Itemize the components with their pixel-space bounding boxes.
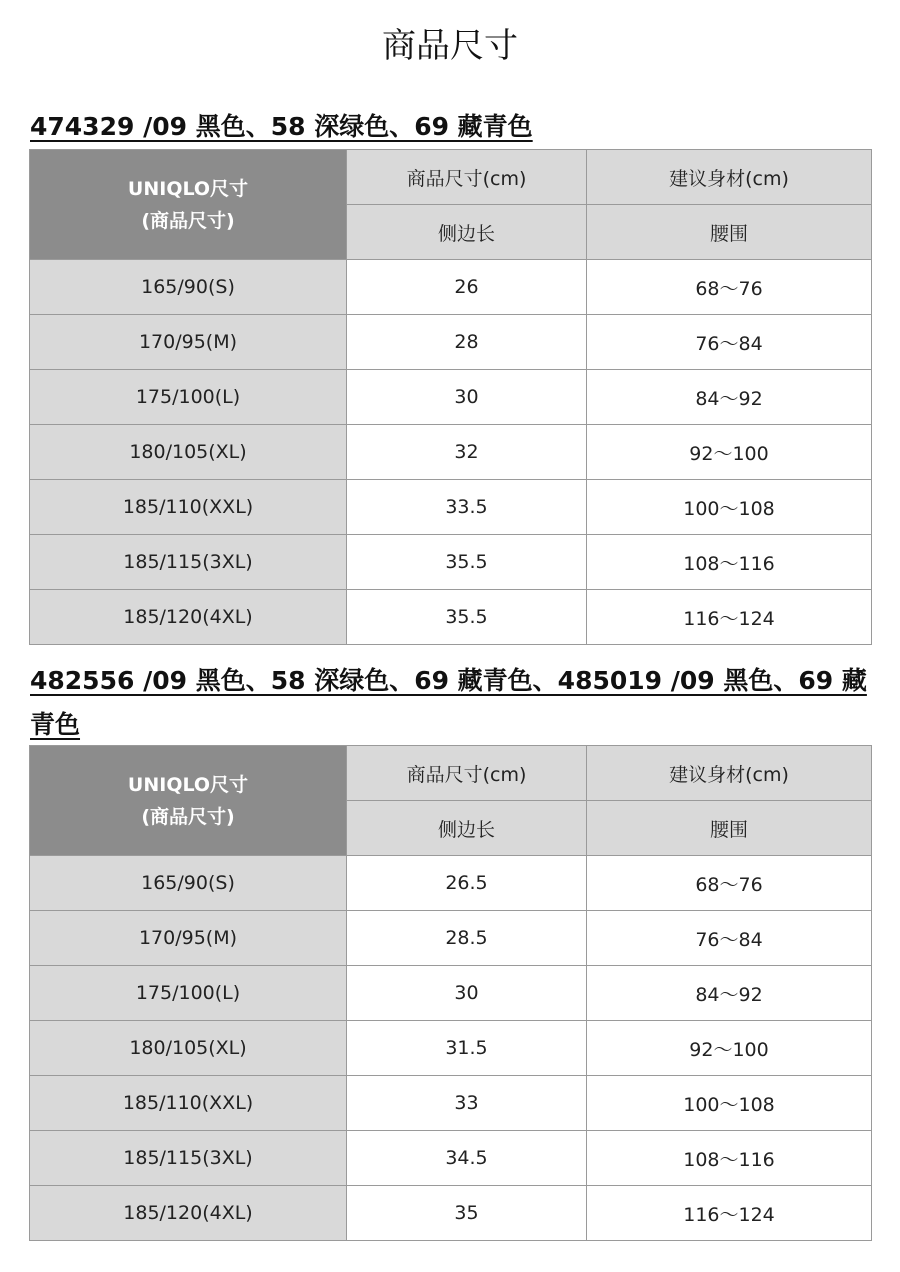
table-row bbox=[30, 480, 872, 535]
side-length-cell: 35.5 bbox=[347, 590, 587, 645]
section-title: 474329 /09 黑色、58 深绿色、69 藏青色 bbox=[30, 112, 533, 141]
section-title: 482556 /09 黑色、58 深绿色、69 藏青色、485019 /09 黑色、69 藏青色 bbox=[30, 666, 867, 739]
table-row bbox=[30, 315, 872, 370]
waist-cell: 92〜100 bbox=[587, 425, 872, 480]
size-cell: 185/110(XXL) bbox=[30, 1076, 347, 1131]
side-length-header: 侧边长 bbox=[347, 205, 587, 260]
size-cell: 185/110(XXL) bbox=[30, 480, 347, 535]
table-row bbox=[30, 1076, 872, 1131]
waist-cell: 100〜108 bbox=[587, 480, 872, 535]
side-length-cell: 35.5 bbox=[347, 535, 587, 590]
page-title: 商品尺寸 bbox=[382, 26, 518, 66]
size-cell: 165/90(S) bbox=[30, 856, 347, 911]
suggested-body-header: 建议身材(cm) bbox=[587, 150, 872, 205]
table-row bbox=[30, 1021, 872, 1076]
side-length-cell: 26.5 bbox=[347, 856, 587, 911]
side-length-cell: 31.5 bbox=[347, 1021, 587, 1076]
size-cell: 175/100(L) bbox=[30, 966, 347, 1021]
product-size-header: 商品尺寸(cm) bbox=[347, 746, 587, 801]
size-header-cell bbox=[30, 150, 347, 260]
size-header-line2: (商品尺寸) bbox=[141, 805, 235, 828]
size-header-line2: (商品尺寸) bbox=[141, 209, 235, 232]
waist-cell: 92〜100 bbox=[587, 1021, 872, 1076]
side-length-cell: 30 bbox=[347, 370, 587, 425]
size-header-line1: UNIQLO尺寸 bbox=[127, 177, 249, 200]
waist-header: 腰围 bbox=[587, 205, 872, 260]
side-length-cell: 28.5 bbox=[347, 911, 587, 966]
table-row bbox=[30, 590, 872, 645]
side-length-cell: 35 bbox=[347, 1186, 587, 1241]
waist-cell: 68〜76 bbox=[587, 856, 872, 911]
waist-cell: 84〜92 bbox=[587, 966, 872, 1021]
side-length-cell: 33 bbox=[347, 1076, 587, 1131]
waist-header: 腰围 bbox=[587, 801, 872, 856]
size-table bbox=[29, 745, 872, 1241]
size-cell: 185/115(3XL) bbox=[30, 1131, 347, 1186]
waist-cell: 76〜84 bbox=[587, 911, 872, 966]
waist-cell: 108〜116 bbox=[587, 1131, 872, 1186]
table-row bbox=[30, 966, 872, 1021]
product-size-header: 商品尺寸(cm) bbox=[347, 150, 587, 205]
table-row bbox=[30, 535, 872, 590]
waist-cell: 76〜84 bbox=[587, 315, 872, 370]
table-row bbox=[30, 1186, 872, 1241]
size-cell: 170/95(M) bbox=[30, 315, 347, 370]
size-cell: 180/105(XL) bbox=[30, 1021, 347, 1076]
size-cell: 170/95(M) bbox=[30, 911, 347, 966]
waist-cell: 116〜124 bbox=[587, 590, 872, 645]
table-row bbox=[30, 425, 872, 480]
side-length-cell: 32 bbox=[347, 425, 587, 480]
suggested-body-header: 建议身材(cm) bbox=[587, 746, 872, 801]
table-row bbox=[30, 370, 872, 425]
size-cell: 185/120(4XL) bbox=[30, 1186, 347, 1241]
size-header-cell bbox=[30, 746, 347, 856]
waist-cell: 108〜116 bbox=[587, 535, 872, 590]
side-length-cell: 26 bbox=[347, 260, 587, 315]
waist-cell: 116〜124 bbox=[587, 1186, 872, 1241]
size-table bbox=[29, 149, 872, 645]
size-cell: 175/100(L) bbox=[30, 370, 347, 425]
side-length-cell: 34.5 bbox=[347, 1131, 587, 1186]
size-header-line1: UNIQLO尺寸 bbox=[127, 773, 249, 796]
size-cell: 165/90(S) bbox=[30, 260, 347, 315]
table-row bbox=[30, 260, 872, 315]
size-cell: 185/120(4XL) bbox=[30, 590, 347, 645]
table-row bbox=[30, 1131, 872, 1186]
table-row bbox=[30, 911, 872, 966]
table-row bbox=[30, 856, 872, 911]
size-cell: 180/105(XL) bbox=[30, 425, 347, 480]
side-length-cell: 30 bbox=[347, 966, 587, 1021]
waist-cell: 84〜92 bbox=[587, 370, 872, 425]
side-length-cell: 33.5 bbox=[347, 480, 587, 535]
size-cell: 185/115(3XL) bbox=[30, 535, 347, 590]
waist-cell: 100〜108 bbox=[587, 1076, 872, 1131]
side-length-header: 侧边长 bbox=[347, 801, 587, 856]
side-length-cell: 28 bbox=[347, 315, 587, 370]
waist-cell: 68〜76 bbox=[587, 260, 872, 315]
